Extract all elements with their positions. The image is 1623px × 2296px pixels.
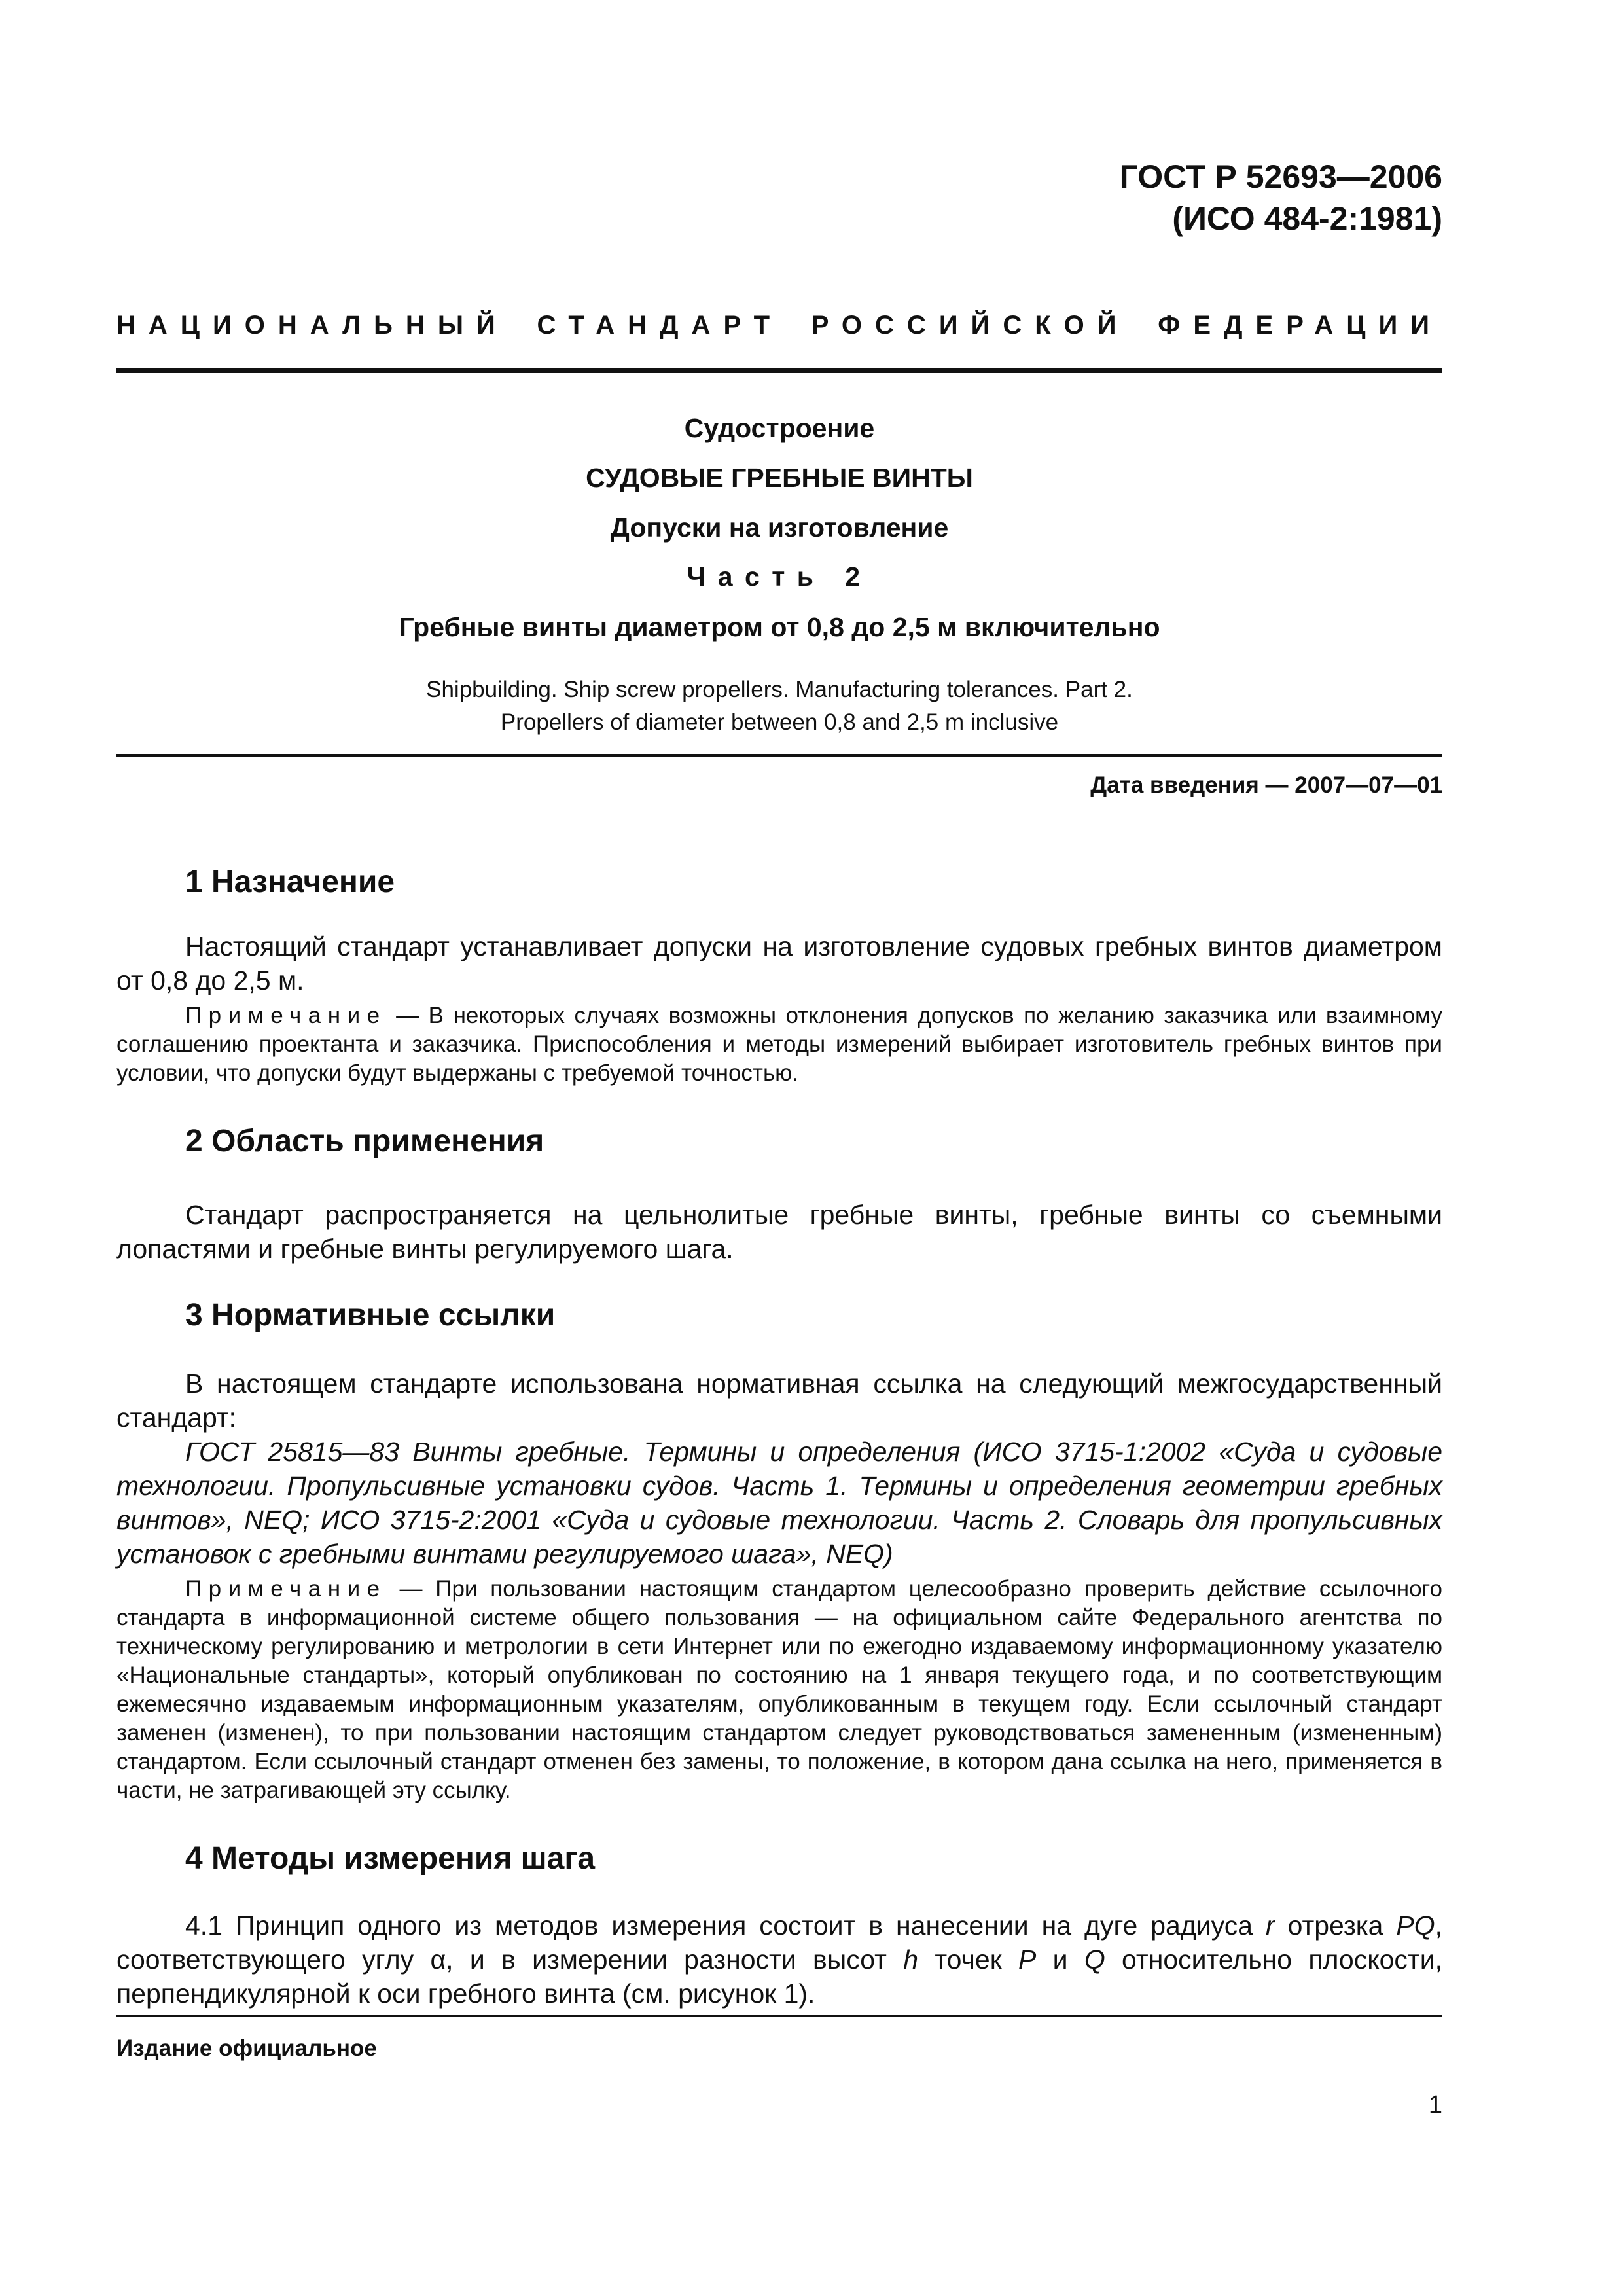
section-3-note [116, 1575, 1442, 1805]
title-field: Судостроение [684, 413, 875, 443]
section-3-reference: ГОСТ 25815—83 Винты гребные. Термины и определения (ИСО 3715-1:2002 «Суда и судовые технологии. Пропульсивные установки судов. Часть 1. Термины и определения геометрии гребных винтов», NEQ; ИСО 3715-2:2001 «Суда и судовые технологии. Часть 2. Словарь для пропульсивных установок с гребными винтами регулируемого шага», NEQ) [116, 1437, 1442, 1569]
banner-rule [116, 368, 1442, 373]
p41-text-a: 4.1 Принцип одного из методов измерения состоит в нанесении на дуге радиуса [185, 1910, 1266, 1941]
section-1-heading: 1 Назначение [185, 865, 395, 899]
title-part-name: Гребные винты диаметром от 0,8 до 2,5 м включительно [399, 612, 1160, 642]
p41-point-q-symbol: Q [1084, 1945, 1105, 1975]
section-1-note-text: — В некоторых случаях возможны отклонения допусков по желанию заказчика или взаимному соглашению проектанта и заказчика. Приспособления и методы измерений выбирает изготовитель гребных винтов при условии, что допуски будут выдержаны с требуемой точностью. [116, 1003, 1442, 1086]
section-4-paragraph-1 [116, 1909, 1442, 2011]
national-standard-banner: НАЦИОНАЛЬНЫЙ СТАНДАРТ РОССИЙСКОЙ ФЕДЕРАЦИИ [116, 311, 1442, 340]
p41-angle-symbol: α [430, 1945, 446, 1975]
english-title-line-2: Propellers of diameter between 0,8 and 2,5 m inclusive [500, 709, 1059, 735]
p41-height-symbol: h [903, 1945, 919, 1975]
p41-text-c: , соответствующего углу [116, 1910, 1442, 1975]
p41-text-b: отрезка [1274, 1910, 1397, 1941]
title-part: Часть 2 [687, 562, 872, 592]
p41-text-f: и [1036, 1945, 1084, 1975]
iso-equivalent: (ИСО 484-2:1981) [1172, 200, 1442, 237]
p41-segment-symbol: PQ [1396, 1910, 1435, 1941]
p41-text-g: относительно плоскости, перпендикулярной к оси гребного винта (см. рисунок 1). [116, 1945, 1442, 2009]
english-title-line-1: Shipbuilding. Ship screw propellers. Manufacturing tolerances. Part 2. [426, 677, 1133, 702]
section-2-body: Стандарт распространяется на цельнолитые гребные винты, гребные винты со съемными лопастями и гребные винты регулируемого шага. [116, 1200, 1442, 1264]
section-2-heading: 2 Область применения [185, 1124, 544, 1158]
section-3-note-text: — При пользовании настоящим стандартом целесообразно проверить действие ссылочного стандарта в информационной системе общего пользования — на официальном сайте Федерального агентства по техническому регулированию и метрологии в сети Интернет или по ежегодно издаваемому информационному указателю «Национальные стандарты», который опубликован по состоянию на 1 января текущего года, и по соответствующим ежемесячно издаваемым информационным указателям, опубликованным в текущем году. Если ссылочный стандарт заменен (изменен), то при пользовании настоящим стандартом следует руководствоваться замененным (измененным) стандартом. Если ссылочный стандарт отменен без замены, то положение, в котором дана ссылка на него, применяется в части, не затрагивающей эту ссылку. [116, 1576, 1442, 1803]
p41-text-d: , и в измерении разности высот [446, 1945, 904, 1975]
section-1-note-label: Примечание [185, 1003, 387, 1028]
section-3-note-label: Примечание [185, 1576, 387, 1602]
p41-radius-symbol: r [1265, 1910, 1275, 1941]
title-rule [116, 754, 1442, 757]
section-1-note [116, 1001, 1442, 1088]
title-subject: СУДОВЫЕ ГРЕБНЫЕ ВИНТЫ [586, 463, 973, 493]
section-4-heading: 4 Методы измерения шага [185, 1841, 596, 1876]
section-3-heading: 3 Нормативные ссылки [185, 1298, 556, 1333]
official-edition-label: Издание официальное [116, 2036, 377, 2061]
footer-rule [116, 2015, 1442, 2017]
p41-text-e: точек [918, 1945, 1018, 1975]
p41-point-p-symbol: P [1018, 1945, 1037, 1975]
section-1-body: Настоящий стандарт устанавливает допуски на изготовление судовых гребных винтов диаметром от 0,8 до 2,5 м. [116, 931, 1442, 996]
title-aspect: Допуски на изготовление [610, 512, 949, 543]
page-number: 1 [1428, 2091, 1442, 2119]
section-3-body: В настоящем стандарте использована нормативная ссылка на следующий межгосударственный стандарт: [116, 1369, 1442, 1433]
standard-designation: ГОСТ Р 52693—2006 [1119, 158, 1442, 195]
introduction-date: Дата введения — 2007—07—01 [1090, 772, 1442, 798]
